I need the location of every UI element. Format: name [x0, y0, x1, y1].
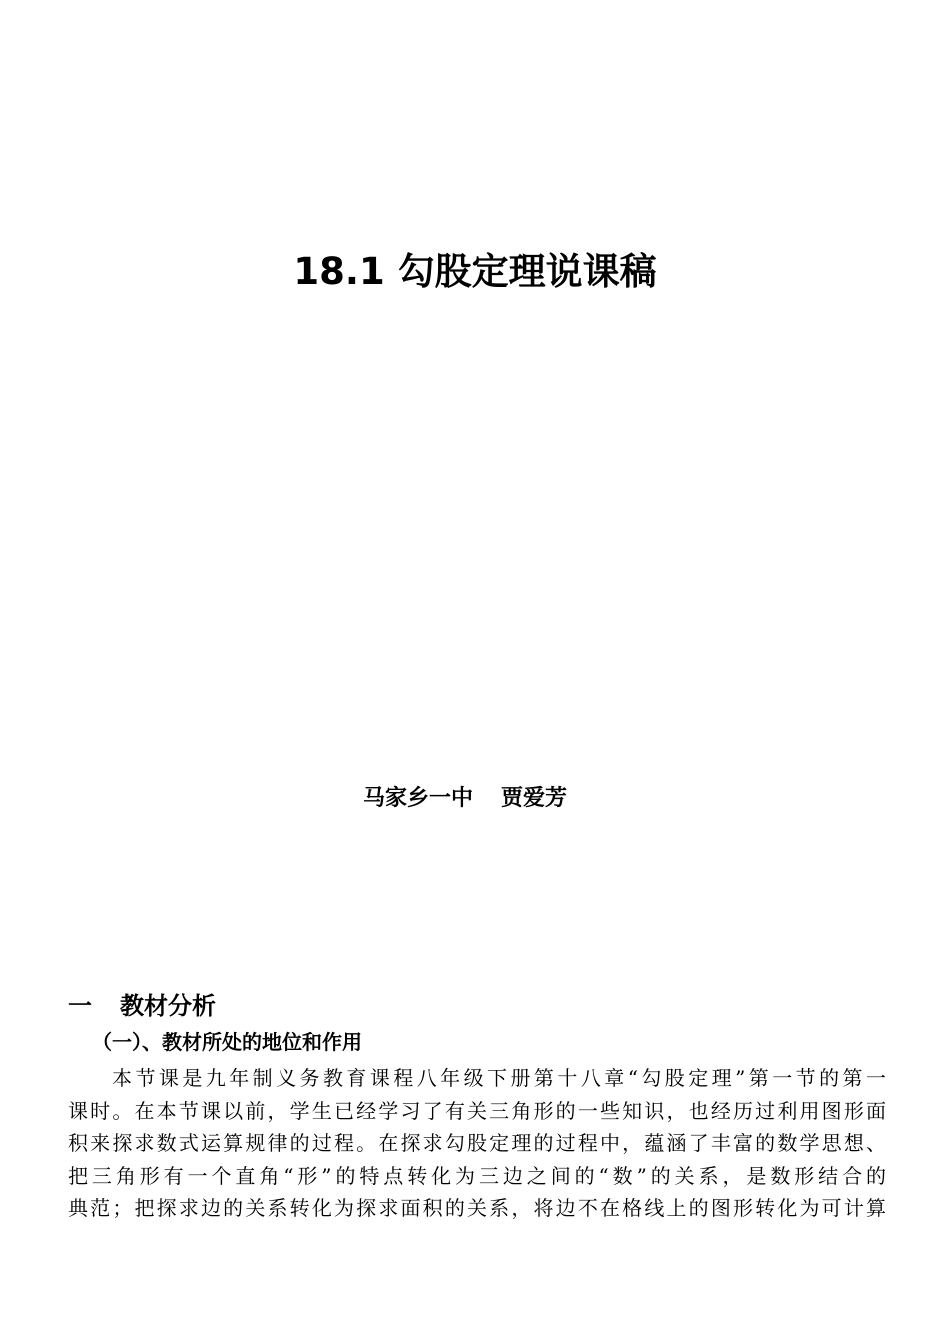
- body-paragraph: [68, 1062, 886, 1225]
- subsection-heading: （一）、教材所处的地位和作用: [92, 1030, 362, 1054]
- section-number: 一: [68, 992, 92, 1020]
- paragraph-line: 本节课是九年制义务教育课程八年级下册第十八章“勾股定理”第一节的第一: [112, 1066, 886, 1090]
- author-name: 贾爱芳: [501, 786, 568, 811]
- paragraph-line: 积来探求数式运算规律的过程。在探求勾股定理的过程中，蕴涵了丰富的数学思想、: [68, 1131, 886, 1155]
- author-school: 马家乡一中: [362, 786, 473, 811]
- section-heading: [68, 990, 216, 1022]
- document-title: 18.1 勾股定理说课稿: [293, 250, 657, 293]
- author-line: [0, 784, 930, 814]
- paragraph-line: 把三角形有一个直角“形”的特点转化为三边之间的“数”的关系，是数形结合的: [68, 1163, 886, 1188]
- section-title: 教材分析: [120, 992, 216, 1020]
- paragraph-line: 典范；把探求边的关系转化为探求面积的关系，将边不在格线上的图形转化为可计算: [68, 1196, 886, 1220]
- paragraph-line: 课时。在本节课以前，学生已经学习了有关三角形的一些知识，也经历过利用图形面: [68, 1098, 886, 1123]
